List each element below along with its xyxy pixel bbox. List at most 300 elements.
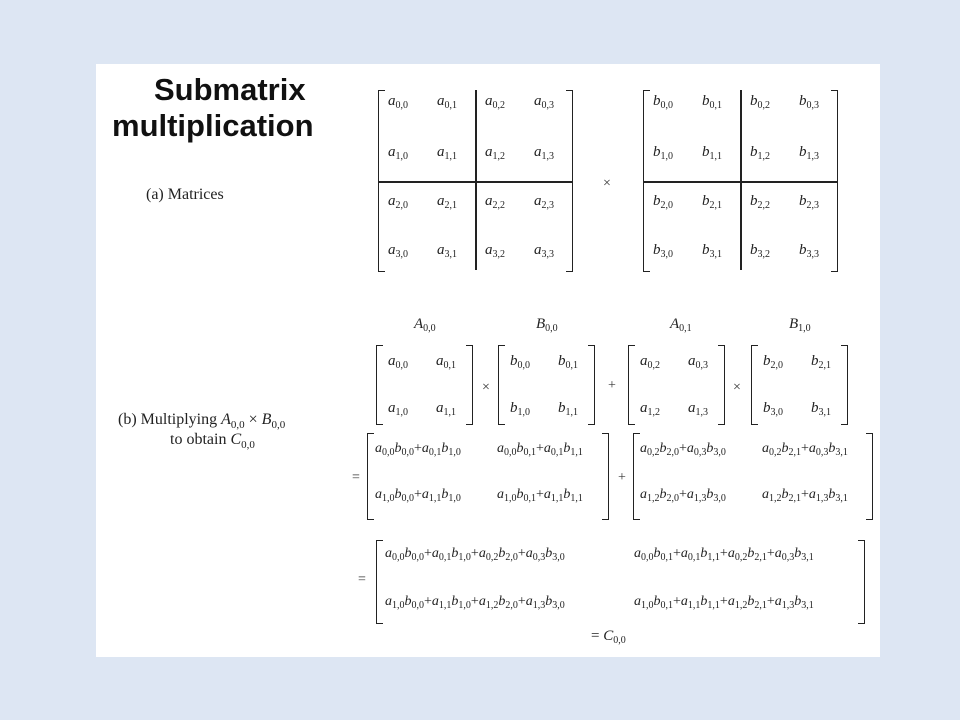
symbol-subscript: 2,3 [541, 200, 554, 211]
symbol-letter: b [563, 487, 571, 502]
matrix-b-cell [799, 93, 819, 111]
symbol-subscript: 0,1 [444, 100, 457, 111]
symbol-subscript: 3,0 [552, 552, 565, 563]
final-entry [634, 546, 814, 563]
submatrix-cell [510, 400, 530, 418]
symbol-subscript: 0,0 [401, 447, 414, 458]
symbol-subscript: 3,0 [713, 493, 726, 504]
symbol-letter: b [404, 546, 412, 561]
submatrix-cell [811, 400, 831, 418]
symbol-letter: a [421, 487, 429, 502]
symbol-subscript: 0,0 [517, 360, 530, 371]
symbol-subscript: 1,0 [382, 493, 395, 504]
symbol-letter: a [375, 441, 382, 456]
caption-b-B-sub: 0,0 [271, 419, 286, 432]
symbol-subscript: 3,1 [709, 249, 722, 260]
symbol-subscript: 0,2 [769, 447, 782, 458]
symbol-letter: b [558, 353, 566, 369]
submatrix-bracket-left [628, 345, 635, 425]
symbol-subscript: 0,3 [693, 447, 707, 458]
symbol-subscript: 1,1 [687, 600, 701, 611]
symbol-letter: a [640, 400, 648, 416]
matrix-b-cell [702, 93, 722, 111]
symbol-letter: a [534, 193, 542, 209]
symbol-subscript: 1,3 [781, 600, 795, 611]
symbol-subscript: 2,0 [395, 200, 408, 211]
plus-sign: + [517, 546, 526, 561]
symbol-subscript: 3,0 [770, 407, 783, 418]
submatrix-cell [763, 400, 783, 418]
symbol-subscript: 1,0 [395, 151, 408, 162]
submatrix-header [789, 316, 811, 334]
symbol-subscript: 1,1 [570, 447, 583, 458]
symbol-subscript: 3,3 [541, 249, 554, 260]
symbol-letter: B [536, 316, 546, 332]
symbol-subscript: 3,0 [395, 249, 408, 260]
symbol-letter: b [781, 441, 789, 456]
caption-a: (a) Matrices [146, 186, 224, 203]
symbol-letter: b [702, 193, 710, 209]
matrix-a-cell [437, 93, 457, 111]
symbol-letter: b [659, 441, 667, 456]
symbol-subscript: 0,1 [660, 600, 673, 611]
symbol-subscript: 1,2 [757, 151, 770, 162]
matrix-b-cell [653, 242, 673, 260]
symbol-letter: b [700, 594, 708, 609]
symbol-letter: b [799, 193, 807, 209]
caption-b-text: (b) Multiplying [118, 411, 222, 428]
symbol-letter: a [640, 353, 648, 369]
symbol-letter: a [534, 144, 542, 160]
symbol-subscript: 0,2 [647, 360, 660, 371]
matrix-a-divider-horizontal [378, 181, 572, 183]
symbol-letter: a [485, 193, 493, 209]
matrix-a-cell [437, 144, 457, 162]
symbol-subscript: 2,0 [666, 447, 679, 458]
symbol-subscript: 0,0 [545, 323, 558, 334]
symbol-subscript: 0,0 [401, 493, 414, 504]
plus-sign: + [719, 594, 728, 609]
matrix-a-cell [485, 242, 505, 260]
plus-sign: + [414, 487, 422, 502]
symbol-subscript: 2,0 [660, 200, 673, 211]
times-operator: × [482, 380, 490, 395]
submatrix-bracket-left [498, 345, 505, 425]
matrix-a-cell [388, 144, 408, 162]
symbol-subscript: 0,0 [423, 323, 436, 334]
symbol-subscript: 1,2 [769, 493, 782, 504]
symbol-subscript: 2,2 [757, 200, 770, 211]
symbol-letter: a [688, 400, 696, 416]
symbol-letter: a [762, 487, 769, 502]
product1-entry [375, 487, 461, 504]
symbol-subscript: 2,1 [788, 493, 801, 504]
symbol-subscript: 3,1 [835, 493, 848, 504]
symbol-subscript: 1,0 [660, 151, 673, 162]
symbol-letter: b [653, 242, 661, 258]
symbol-letter: a [543, 441, 551, 456]
symbol-subscript: 3,2 [757, 249, 770, 260]
submatrix-bracket-left [751, 345, 758, 425]
submatrix-cell [558, 400, 578, 418]
product2-entry [762, 487, 848, 504]
symbol-letter: b [747, 546, 755, 561]
symbol-letter: a [375, 487, 382, 502]
plus-sign: + [801, 441, 809, 456]
plus-sign: + [536, 441, 544, 456]
symbol-subscript: 0,3 [815, 447, 829, 458]
symbol-subscript: 0,3 [532, 552, 546, 563]
matrix-b-cell [750, 242, 770, 260]
matrix-a-cell [534, 193, 554, 211]
symbol-subscript: 1,3 [695, 407, 708, 418]
symbol-subscript: 0,0 [411, 600, 424, 611]
symbol-letter: a [634, 594, 641, 609]
matrix-b-cell [750, 93, 770, 111]
symbol-letter: b [750, 242, 758, 258]
symbol-subscript: 1,3 [532, 600, 546, 611]
symbol-letter: a [478, 594, 486, 609]
symbol-letter: a [437, 242, 445, 258]
symbol-letter: a [497, 487, 504, 502]
symbol-letter: b [799, 242, 807, 258]
caption-b-B: B [261, 411, 272, 428]
matrix-b-cell [653, 144, 673, 162]
symbol-subscript: 1,0 [458, 600, 471, 611]
symbol-subscript: 1,1 [707, 600, 720, 611]
symbol-subscript: 0,0 [395, 360, 408, 371]
symbol-subscript: 1,2 [492, 151, 505, 162]
symbol-subscript: 1,3 [541, 151, 554, 162]
symbol-subscript: 3,0 [660, 249, 673, 260]
symbol-subscript: 3,1 [444, 249, 457, 260]
title-line-1: Submatrix [154, 72, 306, 107]
symbol-letter: a [640, 441, 647, 456]
symbol-letter: a [727, 546, 735, 561]
caption-b-line2 [170, 430, 255, 455]
symbol-letter: a [808, 441, 816, 456]
symbol-subscript: 1,0 [392, 600, 405, 611]
symbol-subscript: 2,2 [492, 200, 505, 211]
symbol-subscript: 2,0 [505, 600, 518, 611]
symbol-letter: b [702, 242, 710, 258]
symbol-subscript: 0,1 [428, 447, 442, 458]
symbol-letter: b [516, 487, 524, 502]
symbol-subscript: 0,1 [523, 493, 536, 504]
submatrix-cell [763, 353, 783, 371]
symbol-letter: b [563, 441, 571, 456]
plus-sign: + [470, 594, 479, 609]
symbol-subscript: 0,1 [443, 360, 456, 371]
symbol-subscript: 1,2 [647, 493, 660, 504]
symbol-letter: b [750, 144, 758, 160]
plus-sign: + [517, 594, 526, 609]
symbol-letter: a [431, 594, 439, 609]
symbol-letter: b [653, 93, 661, 109]
symbol-letter: a [534, 93, 542, 109]
symbol-subscript: 0,2 [492, 100, 505, 111]
symbol-subscript: 0,1 [660, 552, 673, 563]
submatrix-bracket-right [718, 345, 725, 425]
symbol-subscript: 1,1 [709, 151, 722, 162]
symbol-subscript: 1,2 [734, 600, 748, 611]
submatrix-bracket-right [466, 345, 473, 425]
symbol-subscript: 1,0 [504, 493, 517, 504]
symbol-subscript: 1,3 [815, 493, 829, 504]
symbol-letter: b [706, 487, 714, 502]
matrix-b-cell [799, 144, 819, 162]
product2-entry [640, 441, 726, 458]
times-operator: × [733, 380, 741, 395]
symbol-subscript: 0,0 [504, 447, 517, 458]
submatrix-cell [436, 353, 456, 371]
symbol-letter: a [385, 594, 392, 609]
submatrix-cell [436, 400, 456, 418]
symbol-letter: a [688, 353, 696, 369]
submatrix-cell [640, 353, 660, 371]
symbol-subscript: 0,0 [660, 100, 673, 111]
symbol-subscript: 1,1 [443, 407, 456, 418]
matrix-b-cell [653, 193, 673, 211]
product2-entry [640, 487, 726, 504]
submatrix-cell [388, 400, 408, 418]
product1-entry [497, 487, 583, 504]
matrix-b-cell [702, 193, 722, 211]
submatrix-bracket-right [588, 345, 595, 425]
symbol-letter: A [670, 316, 680, 332]
plus-sign: + [470, 546, 479, 561]
matrix-a-cell [485, 93, 505, 111]
symbol-subscript: 1,1 [570, 493, 583, 504]
symbol-letter: b [510, 353, 518, 369]
matrix-a-cell [388, 242, 408, 260]
matrix-a-cell [485, 144, 505, 162]
symbol-subscript: 0,2 [485, 552, 499, 563]
symbol-subscript: 3,1 [818, 407, 831, 418]
symbol-letter: a [680, 546, 688, 561]
symbol-subscript: 2,1 [754, 600, 767, 611]
symbol-letter: b [811, 400, 819, 416]
submatrix-bracket-left [376, 345, 383, 425]
matrix-b-divider-horizontal [643, 181, 837, 183]
submatrix-cell [688, 400, 708, 418]
symbol-letter: a [385, 546, 392, 561]
symbol-letter: b [828, 441, 836, 456]
matrix-a-cell [534, 144, 554, 162]
symbol-letter: a [388, 144, 396, 160]
submatrix-cell [510, 353, 530, 371]
symbol-letter: b [794, 546, 802, 561]
symbol-subscript: 3,3 [806, 249, 819, 260]
product2-bracket-left [633, 433, 640, 520]
symbol-letter: b [653, 546, 661, 561]
submatrix-bracket-right [841, 345, 848, 425]
symbol-letter: b [763, 353, 771, 369]
symbol-letter: a [485, 144, 493, 160]
symbol-letter: b [498, 594, 506, 609]
symbol-letter: a [388, 193, 396, 209]
submatrix-cell [388, 353, 408, 371]
symbol-letter: b [653, 144, 661, 160]
product1-entry [497, 441, 583, 458]
submatrix-header [536, 316, 558, 334]
plus-sign: + [673, 546, 681, 561]
symbol-subscript: 1,1 [550, 493, 564, 504]
symbol-letter: a [543, 487, 551, 502]
plus-sign: + [414, 441, 422, 456]
symbol-letter: a [525, 546, 533, 561]
symbol-letter: a [686, 441, 694, 456]
symbol-letter: a [388, 242, 396, 258]
final-bracket-left [376, 540, 383, 624]
symbol-letter: b [451, 594, 459, 609]
caption-b2-C: C [230, 431, 242, 448]
caption-b-times: × [244, 411, 262, 428]
submatrix-cell [688, 353, 708, 371]
symbol-letter: A [414, 316, 424, 332]
symbol-subscript: 0,2 [757, 100, 770, 111]
plus-sign: + [766, 546, 775, 561]
symbol-subscript: 1,1 [444, 151, 457, 162]
symbol-subscript: 1,0 [448, 493, 461, 504]
symbol-letter: b [781, 487, 789, 502]
symbol-subscript: 0,0 [641, 552, 654, 563]
final-entry [634, 594, 814, 611]
symbol-letter: b [750, 193, 758, 209]
submatrix-cell [558, 353, 578, 371]
symbol-letter: b [763, 400, 771, 416]
symbol-letter: b [394, 441, 402, 456]
symbol-subscript: 2,1 [709, 200, 722, 211]
matrix-a-cell [388, 93, 408, 111]
symbol-letter: b [498, 546, 506, 561]
caption-b2-text: to obtain [170, 431, 231, 448]
caption-b-A: A [221, 411, 231, 428]
symbol-letter: b [750, 93, 758, 109]
matrix-b-divider-vertical [740, 90, 742, 270]
symbol-letter: b [404, 594, 412, 609]
product1-bracket-right [602, 433, 609, 520]
symbol-subscript: 2,1 [788, 447, 801, 458]
symbol-letter: b [799, 144, 807, 160]
symbol-letter: b [451, 546, 459, 561]
submatrix-cell [640, 400, 660, 418]
symbol-letter: b [747, 594, 755, 609]
final-bracket-right [858, 540, 865, 624]
symbol-subscript: 0,0 [613, 635, 626, 646]
matrix-a-cell [388, 193, 408, 211]
caption-b2-C-sub: 0,0 [241, 439, 255, 452]
times-operator: × [603, 176, 611, 191]
symbol-subscript: 1,3 [806, 151, 819, 162]
symbol-letter: a [437, 193, 445, 209]
symbol-letter: a [640, 487, 647, 502]
symbol-subscript: 0,3 [781, 552, 795, 563]
symbol-letter: a [525, 594, 533, 609]
symbol-letter: a [436, 400, 444, 416]
symbol-letter: a [436, 353, 444, 369]
symbol-subscript: 3,2 [492, 249, 505, 260]
symbol-subscript: 1,1 [707, 552, 720, 563]
plus-sign: + [679, 441, 687, 456]
symbol-letter: a [534, 242, 542, 258]
submatrix-header [670, 316, 692, 334]
caption-b-A-sub: 0,0 [230, 419, 245, 432]
symbol-subscript: 0,0 [411, 552, 424, 563]
matrix-b-cell [750, 144, 770, 162]
matrix-a-cell [437, 193, 457, 211]
symbol-subscript: 0,2 [647, 447, 660, 458]
equals-operator: = [352, 470, 360, 485]
symbol-letter: b [702, 144, 710, 160]
symbol-subscript: 1,0 [641, 600, 654, 611]
symbol-letter: a [437, 144, 445, 160]
symbol-letter: a [727, 594, 735, 609]
symbol-letter: a [388, 93, 396, 109]
symbol-subscript: 0,1 [679, 323, 692, 334]
matrix-b-cell [799, 193, 819, 211]
symbol-letter: b [702, 93, 710, 109]
symbol-subscript: 0,0 [392, 552, 405, 563]
plus-sign: + [673, 594, 681, 609]
symbol-letter: a [485, 242, 493, 258]
symbol-letter: a [437, 93, 445, 109]
plus-sign: + [424, 594, 432, 609]
symbol-subscript: 0,3 [695, 360, 708, 371]
symbol-letter: b [545, 594, 553, 609]
symbol-subscript: 1,0 [798, 323, 811, 334]
plus-sign: + [766, 594, 775, 609]
symbol-subscript: 0,0 [382, 447, 395, 458]
symbol-letter: a [485, 93, 493, 109]
symbol-subscript: 2,0 [770, 360, 783, 371]
final-entry [385, 546, 565, 563]
symbol-letter: b [811, 353, 819, 369]
matrix-b-cell [750, 193, 770, 211]
symbol-subscript: 3,1 [801, 552, 814, 563]
symbol-subscript: 0,2 [734, 552, 748, 563]
slide-title [112, 72, 352, 144]
result-equals: = [591, 628, 604, 644]
symbol-subscript: 3,1 [835, 447, 848, 458]
submatrix-header [414, 316, 436, 334]
plus-operator: + [618, 470, 626, 485]
symbol-letter: a [774, 546, 782, 561]
symbol-subscript: 2,3 [806, 200, 819, 211]
matrix-b-cell [702, 144, 722, 162]
symbol-subscript: 2,0 [666, 493, 679, 504]
symbol-subscript: 3,1 [801, 600, 814, 611]
symbol-letter: a [686, 487, 694, 502]
symbol-letter: a [497, 441, 504, 456]
symbol-letter: a [388, 353, 396, 369]
symbol-letter: b [394, 487, 402, 502]
symbol-letter: b [653, 193, 661, 209]
symbol-subscript: 0,3 [541, 100, 554, 111]
symbol-letter: b [794, 594, 802, 609]
matrix-a-cell [534, 93, 554, 111]
symbol-subscript: 0,0 [395, 100, 408, 111]
symbol-letter: a [431, 546, 439, 561]
symbol-subscript: 2,1 [754, 552, 767, 563]
symbol-letter: a [774, 594, 782, 609]
symbol-subscript: 1,0 [458, 552, 471, 563]
symbol-subscript: 0,1 [523, 447, 536, 458]
symbol-subscript: 0,3 [806, 100, 819, 111]
symbol-letter: b [799, 93, 807, 109]
symbol-letter: B [789, 316, 799, 332]
symbol-letter: b [441, 487, 449, 502]
